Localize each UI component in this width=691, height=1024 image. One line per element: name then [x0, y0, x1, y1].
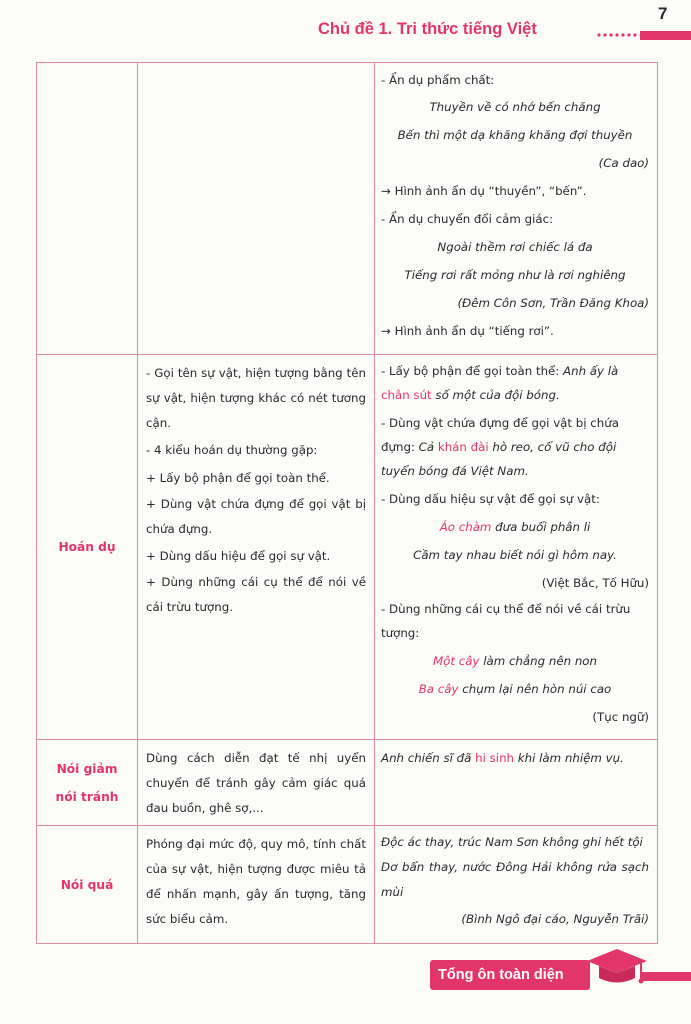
example-cell [375, 826, 658, 944]
poem-line [381, 675, 649, 703]
example-lead: - Dùng vật chứa đựng để gọi vật bị chứa đựng: [381, 416, 619, 454]
example-quote: hò reo, cổ vũ cho đội tuyển bóng đá Việt Nam. [381, 440, 617, 478]
table-row-an-du [37, 63, 658, 355]
example-quote: Dơ bẩn thay, nước Đông Hải không rửa sạch mùi [381, 860, 649, 899]
footer-bar [640, 972, 691, 981]
poem-line: Bến thì một dạ khăng khăng đợi thuyền [397, 128, 633, 142]
definition-text: + Dùng dấu hiệu để gọi sự vật. [146, 549, 331, 563]
highlight-word: Một cây [432, 654, 480, 668]
series-badge: Tổng ôn toàn diện [430, 960, 590, 990]
source-citation: (Việt Bắc, Tố Hữu) [541, 576, 649, 590]
example-line: → Hình ảnh ẩn dụ “thuyền”, “bến”. [381, 184, 587, 198]
rhetoric-table [36, 62, 658, 944]
header-dots [596, 32, 638, 38]
poem-line: Thuyền về có nhớ bến chăng [429, 100, 601, 114]
definition-text: - 4 kiểu hoán dụ thường gặp: [146, 443, 318, 457]
example-text [381, 411, 649, 483]
definition-cell [138, 826, 375, 944]
chapter-title: Chủ đề 1. Tri thức tiếng Việt [318, 20, 537, 38]
table-row-noi-giam [37, 740, 658, 826]
poem-text: chụm lại nên hòn núi cao [458, 682, 612, 696]
poem-line [381, 647, 649, 675]
example-quote: khi làm nhiệm vụ. [514, 751, 624, 765]
poem-text: đưa buổi phân li [491, 520, 591, 534]
source-citation: (Tục ngữ) [592, 710, 649, 724]
term-cell [37, 826, 138, 944]
example-quote: Anh ấy là [563, 364, 619, 378]
example-text: - Dùng dấu hiệu sự vật để gọi sự vật: [381, 492, 600, 506]
poem-line: Tiếng rơi rất mỏng như là rơi nghiêng [404, 268, 626, 282]
source-citation: (Đêm Côn Sơn, Trần Đăng Khoa) [457, 296, 649, 310]
term-label: nói tránh [55, 789, 119, 804]
example-quote: Anh chiến sĩ đã [381, 751, 476, 765]
example-lead: - Lấy bộ phận để gọi toàn thể: [381, 364, 564, 378]
definition-text: + Dùng vật chứa đựng để gọi vật bị chứa đựng. [146, 497, 366, 536]
example-cell [375, 740, 658, 826]
poem-line: Cầm tay nhau biết nói gì hôm nay. [413, 548, 617, 562]
definition-cell [138, 740, 375, 826]
example-quote: Cả [418, 440, 438, 454]
example-quote: Độc ác thay, trúc Nam Sơn không ghi hết tội [381, 835, 643, 849]
term-label: Nói quá [60, 877, 114, 892]
source-citation: (Bình Ngô đại cáo, Nguyễn Trãi) [461, 912, 649, 926]
source-citation: (Ca dao) [598, 156, 649, 170]
example-line: - Ẩn dụ phẩm chất: [381, 73, 495, 87]
definition-text: - Gọi tên sự vật, hiện tượng bằng tên sự vật, hiện tượng khác có nét tương cận. [146, 366, 366, 430]
definition-text: Dùng cách diễn đạt tế nhị uyển chuyển để tránh gây cảm giác quá đau buồn, ghê sợ,... [146, 751, 366, 815]
definition-text: + Dùng những cái cụ thể để nói về cái trừu tượng. [146, 575, 366, 614]
highlight-word: Áo chàm [439, 520, 492, 534]
poem-line: Ngoài thềm rơi chiếc lá đa [437, 240, 593, 254]
definition-text: Phóng đại mức độ, quy mô, tính chất của sự vật, hiện tượng được miêu tả để nhấn mạnh, gây ấn tượng, tăng sức biểu cảm. [146, 837, 366, 926]
poem-line [381, 513, 649, 541]
definition-text: + Lấy bộ phận để gọi toàn thể. [146, 471, 330, 485]
table-row-noi-qua [37, 826, 658, 944]
highlight-word: khán đài [437, 440, 489, 454]
header-bar [640, 31, 691, 40]
example-text: - Dùng những cái cụ thể để nói về cái trừu tượng: [381, 602, 631, 640]
definition-cell [138, 355, 375, 740]
example-quote: số một của đội bóng. [431, 388, 560, 402]
term-cell [37, 355, 138, 740]
highlight-word: hi sinh [475, 751, 515, 765]
term-cell [37, 63, 138, 355]
definition-cell [138, 63, 375, 355]
poem-text: làm chẳng nên non [479, 654, 597, 668]
highlight-word: chân sút [381, 388, 432, 402]
example-text [381, 359, 649, 407]
term-label: Nói giảm [56, 761, 118, 776]
graduation-cap-icon [585, 945, 649, 995]
example-text [381, 744, 649, 772]
term-cell [37, 740, 138, 826]
example-line: - Ẩn dụ chuyển đổi cảm giác: [381, 212, 554, 226]
highlight-word: Ba cây [418, 682, 459, 696]
table-row-hoan-du [37, 355, 658, 740]
example-line: → Hình ảnh ẩn dụ “tiếng rơi”. [381, 324, 554, 338]
page-number: 7 [658, 4, 668, 23]
example-cell [375, 355, 658, 740]
example-cell [375, 63, 658, 355]
term-label: Hoán dụ [58, 540, 116, 554]
